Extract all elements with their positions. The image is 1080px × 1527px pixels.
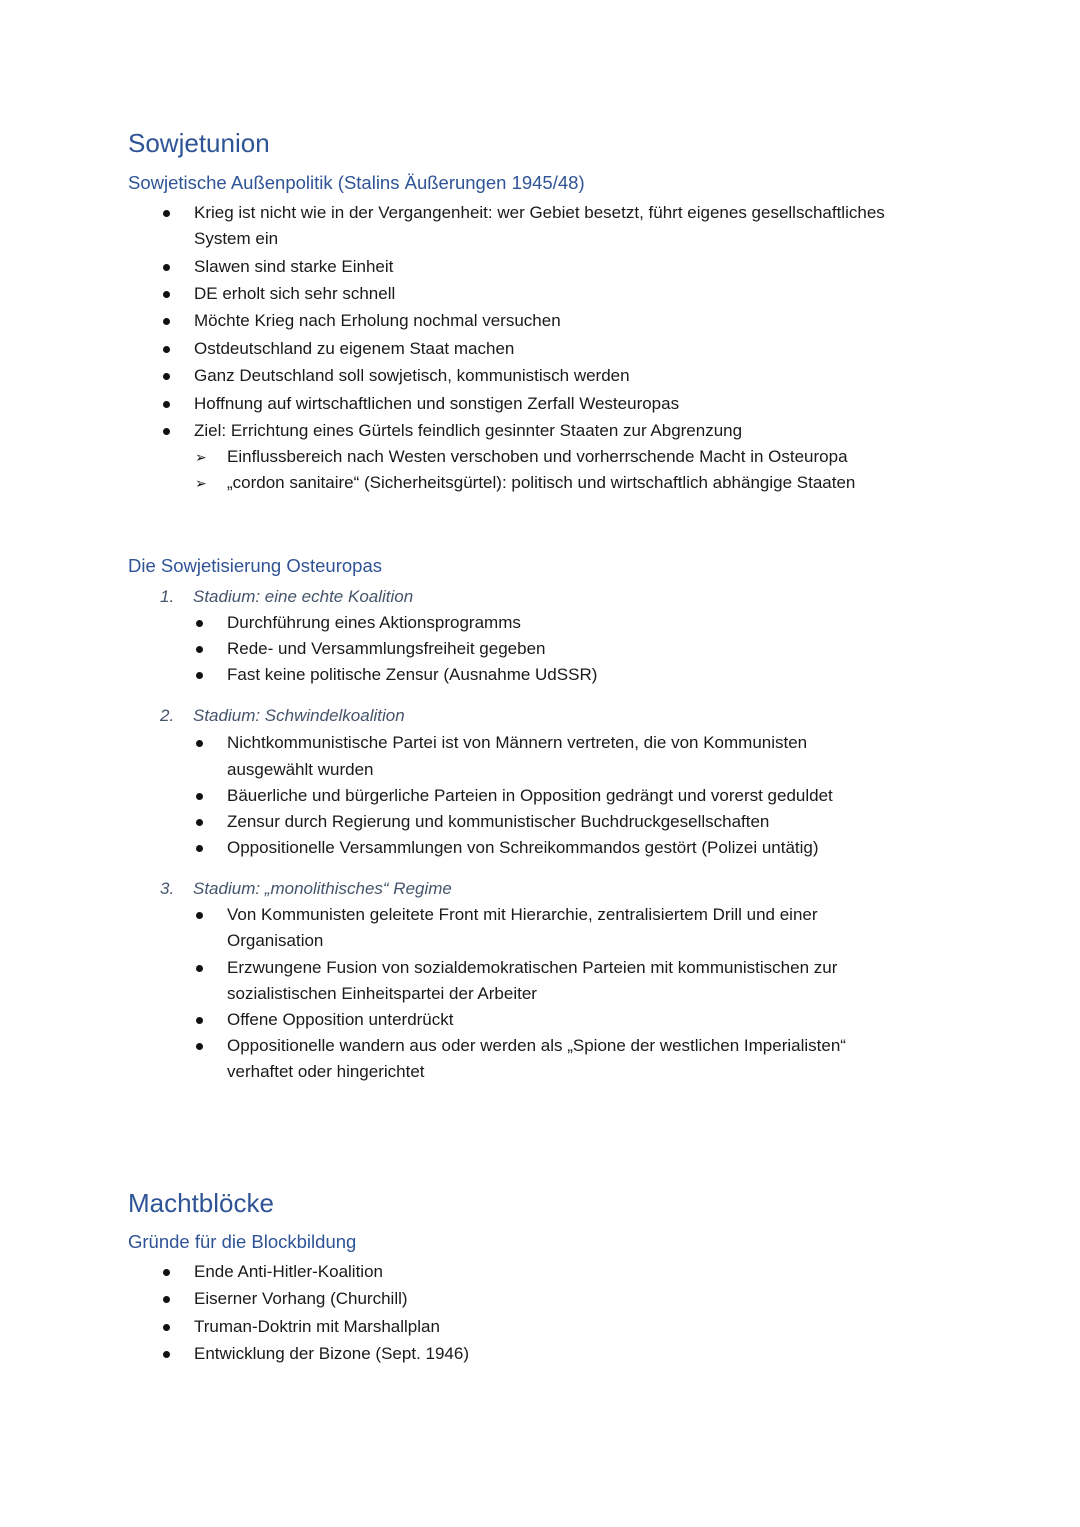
bullet-icon bbox=[163, 1296, 170, 1303]
bullet-icon bbox=[163, 264, 170, 271]
list-item: Von Kommunisten geleitete Front mit Hierarchie, zentralisiertem Drill und einer bbox=[227, 905, 818, 924]
bullet-icon bbox=[163, 428, 170, 435]
bullet-icon bbox=[196, 1017, 203, 1024]
subsection-heading: Die Sowjetisierung Osteuropas bbox=[128, 555, 382, 576]
bullet-icon bbox=[196, 672, 203, 679]
stage-title: Stadium: „monolithisches“ Regime bbox=[193, 879, 452, 898]
stage-number: 1. bbox=[160, 587, 175, 606]
section-title: Sowjetunion bbox=[128, 128, 270, 158]
bullet-icon bbox=[196, 845, 203, 852]
list-item: Nichtkommunistische Partei ist von Männern vertreten, die von Kommunisten bbox=[227, 733, 808, 752]
arrow-bullet-icon: ➢ bbox=[195, 475, 207, 491]
stage-heading bbox=[160, 706, 405, 726]
bullet-icon bbox=[163, 318, 170, 325]
bullet-icon bbox=[163, 1269, 170, 1276]
bullet-icon bbox=[163, 1351, 170, 1358]
list-item: Erzwungene Fusion von sozialdemokratischen Parteien mit kommunistischen zur bbox=[227, 958, 838, 977]
subsection-heading: Gründe für die Blockbildung bbox=[128, 1231, 357, 1252]
arrow-bullet-icon: ➢ bbox=[195, 449, 207, 465]
list-item: Offene Opposition unterdrückt bbox=[227, 1010, 454, 1029]
stage-heading bbox=[160, 587, 413, 607]
list-item: Bäuerliche und bürgerliche Parteien in Opposition gedrängt und vorerst geduldet bbox=[227, 786, 833, 805]
list-item-continuation: System ein bbox=[194, 229, 279, 248]
bullet-icon bbox=[163, 346, 170, 353]
list-item: Entwicklung der Bizone (Sept. 1946) bbox=[194, 1344, 469, 1363]
bullet-icon bbox=[163, 401, 170, 408]
list-item: Fast keine politische Zensur (Ausnahme UdSSR) bbox=[227, 665, 598, 684]
list-item: Oppositionelle wandern aus oder werden als „Spione der westlichen Imperialisten“ bbox=[227, 1036, 846, 1055]
section-title: Machtblöcke bbox=[128, 1188, 274, 1218]
list-item: Ostdeutschland zu eigenem Staat machen bbox=[194, 339, 515, 358]
list-item: Ziel: Errichtung eines Gürtels feindlich gesinnter Staaten zur Abgrenzung bbox=[194, 421, 743, 440]
list-item: Oppositionelle Versammlungen von Schreikommandos gestört (Polizei untätig) bbox=[227, 838, 819, 857]
bullet-icon bbox=[163, 291, 170, 298]
bullet-icon bbox=[163, 1324, 170, 1331]
bullet-icon bbox=[196, 620, 203, 627]
list-item: Durchführung eines Aktionsprogramms bbox=[227, 613, 521, 632]
list-item: Slawen sind starke Einheit bbox=[194, 257, 394, 276]
bullet-icon bbox=[196, 646, 203, 653]
list-item: Eiserner Vorhang (Churchill) bbox=[194, 1289, 408, 1308]
list-item: Krieg ist nicht wie in der Vergangenheit: wer Gebiet besetzt, führt eigenes gesellschaftliches bbox=[194, 203, 885, 222]
list-item-continuation: verhaftet oder hingerichtet bbox=[227, 1062, 425, 1081]
list-item: Zensur durch Regierung und kommunistischer Buchdruckgesellschaften bbox=[227, 812, 770, 831]
stage-number: 3. bbox=[160, 879, 175, 898]
sub-list-item: Einflussbereich nach Westen verschoben und vorherrschende Macht in Osteuropa bbox=[227, 447, 848, 466]
bullet-icon bbox=[163, 373, 170, 380]
subsection-heading: Sowjetische Außenpolitik (Stalins Äußerungen 1945/48) bbox=[128, 172, 585, 193]
bullet-icon bbox=[196, 965, 203, 972]
sub-list-item: „cordon sanitaire“ (Sicherheitsgürtel): politisch und wirtschaftlich abhängige Staaten bbox=[227, 473, 856, 492]
bullet-icon bbox=[196, 793, 203, 800]
list-item: Truman-Doktrin mit Marshallplan bbox=[194, 1317, 440, 1336]
list-item: Hoffnung auf wirtschaftlichen und sonstigen Zerfall Westeuropas bbox=[194, 394, 680, 413]
bullet-icon bbox=[196, 740, 203, 747]
stage-heading bbox=[160, 879, 452, 899]
list-item: Rede- und Versammlungsfreiheit gegeben bbox=[227, 639, 546, 658]
bullet-icon bbox=[196, 819, 203, 826]
stage-number: 2. bbox=[160, 706, 175, 725]
list-item: Möchte Krieg nach Erholung nochmal versuchen bbox=[194, 311, 561, 330]
list-item-continuation: Organisation bbox=[227, 931, 324, 950]
list-item-continuation: ausgewählt wurden bbox=[227, 760, 374, 779]
list-item: Ganz Deutschland soll sowjetisch, kommunistisch werden bbox=[194, 366, 630, 385]
bullet-icon bbox=[196, 912, 203, 919]
bullet-icon bbox=[196, 1043, 203, 1050]
stage-title: Stadium: Schwindelkoalition bbox=[193, 706, 405, 725]
list-item: Ende Anti-Hitler-Koalition bbox=[194, 1262, 383, 1281]
stage-title: Stadium: eine echte Koalition bbox=[193, 587, 414, 606]
list-item-continuation: sozialistischen Einheitspartei der Arbeiter bbox=[227, 984, 537, 1003]
bullet-icon bbox=[163, 210, 170, 217]
list-item: DE erholt sich sehr schnell bbox=[194, 284, 396, 303]
